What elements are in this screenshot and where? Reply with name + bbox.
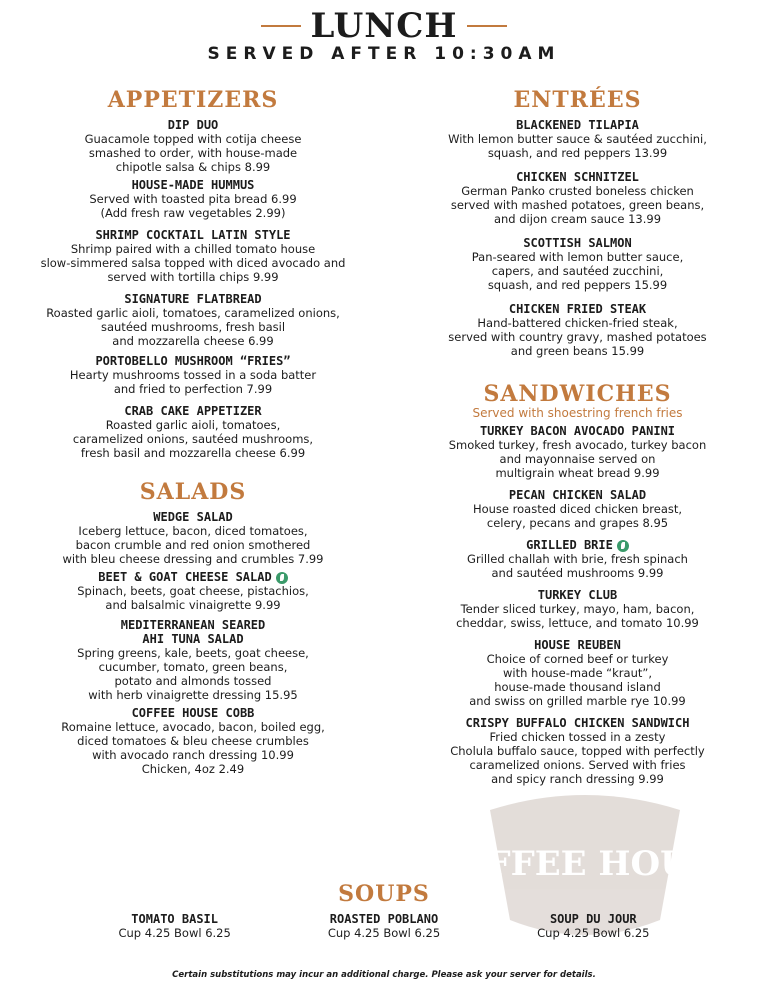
item-description: Spring greens, kale, beets, goat cheese, cucumber, tomato, green beans, potato and almonds tossed with herb vinaigrette dressing 15.95 [77, 646, 309, 702]
item-name: CHICKEN SCHNITZEL [516, 170, 639, 184]
soup-item [304, 912, 464, 940]
item-description: Smoked turkey, fresh avocado, turkey bacon and mayonnaise served on multigrain wheat bread 9.99 [448, 438, 707, 480]
soup-price: Cup 4.25 Bowl 6.25 [537, 926, 650, 940]
sandwiches-title: SANDWICHES [483, 381, 672, 407]
soup-name: TOMATO BASIL [131, 912, 218, 926]
item-name: CRAB CAKE APPETIZER [124, 404, 262, 418]
item-description: Iceberg lettuce, bacon, diced tomatoes, bacon crumble and red onion smothered with bleu cheese dressing and crumbles 7.99 [62, 524, 324, 566]
title-rule-right [467, 25, 507, 27]
item-description: Choice of corned beef or turkey with house-made “kraut”, house-made thousand island and swiss on grilled marble rye 10.99 [469, 652, 686, 708]
item-name: SIGNATURE FLATBREAD [124, 292, 262, 306]
item-description: Pan-seared with lemon butter sauce, capers, and sautéed zucchini, squash, and red peppers 15.99 [471, 250, 684, 292]
item-description: Guacamole topped with cotija cheese smashed to order, with house-made chipotle salsa & chips 8.99 [84, 132, 302, 174]
soup-price: Cup 4.25 Bowl 6.25 [118, 926, 231, 940]
menu-item [400, 638, 755, 708]
menu-item [8, 706, 378, 776]
item-name: WEDGE SALAD [153, 510, 233, 524]
item-description: Grilled challah with brie, fresh spinach and sautéed mushrooms 9.99 [467, 552, 688, 580]
item-name: PORTOBELLO MUSHROOM “FRIES” [95, 354, 291, 368]
menu-item [8, 404, 378, 460]
item-name: PECAN CHICKEN SALAD [508, 488, 647, 502]
item-description: Tender sliced turkey, mayo, ham, bacon, cheddar, swiss, lettuce, and tomato 10.99 [456, 602, 699, 630]
footnote: Certain substitutions may incur an additional charge. Please ask your server for details. [172, 970, 596, 980]
item-name: HOUSE-MADE HUMMUS [131, 178, 255, 192]
item-name: TURKEY BACON AVOCADO PANINI [479, 424, 676, 438]
menu-item [400, 302, 755, 358]
menu-subtitle: SERVED AFTER 10:30AM [207, 44, 561, 64]
item-name: TURKEY CLUB [537, 588, 618, 602]
soup-item [513, 912, 673, 940]
item-name: HOUSE REUBEN [534, 638, 621, 652]
menu-title: LUNCH [310, 6, 458, 46]
item-description: Roasted garlic aioli, tomatoes, caramelized onions, sautéed mushrooms, fresh basil and mozzarella cheese 6.99 [72, 418, 314, 460]
vegetarian-leaf-icon [617, 540, 629, 552]
menu-item [400, 716, 755, 786]
soup-row [0, 912, 768, 940]
menu-item [400, 236, 755, 292]
salads-title: SALADS [139, 479, 247, 505]
item-description: Roasted garlic aioli, tomatoes, caramelized onions, sautéed mushrooms, fresh basil and mozzarella cheese 6.99 [46, 306, 340, 348]
item-name-row [8, 570, 378, 584]
title-rule-left [261, 25, 301, 27]
menu-item [8, 570, 378, 612]
item-name: CRISPY BUFFALO CHICKEN SANDWICH [465, 716, 690, 730]
right-column [400, 86, 755, 786]
menu-header [0, 6, 768, 64]
menu-item [400, 424, 755, 480]
item-description: Served with toasted pita bread 6.99 (Add fresh raw vegetables 2.99) [89, 192, 297, 220]
soup-name: SOUP DU JOUR [549, 912, 637, 926]
entrees-title: ENTRÉES [513, 87, 642, 113]
item-name: SHRIMP COCKTAIL LATIN STYLE [95, 228, 291, 242]
menu-item [400, 488, 755, 530]
soup-price: Cup 4.25 Bowl 6.25 [327, 926, 441, 940]
menu-item [8, 228, 378, 284]
item-description: Shrimp paired with a chilled tomato house slow-simmered salsa topped with diced avocado and served with tortilla chips 9.99 [40, 242, 346, 284]
item-name-row [400, 538, 755, 552]
item-name: DIP DUO [167, 118, 219, 132]
appetizers-title: APPETIZERS [107, 87, 279, 113]
item-name: SCOTTISH SALMON [523, 236, 632, 250]
item-description: Spinach, beets, goat cheese, pistachios, and balsalmic vinaigrette 9.99 [77, 584, 309, 612]
item-name: BEET & GOAT CHEESE SALAD [98, 570, 272, 584]
menu-item [400, 170, 755, 226]
sandwiches-note: Served with shoestring french fries [472, 406, 683, 420]
item-name: MEDITERRANEAN SEARED AHI TUNA SALAD [120, 618, 266, 646]
item-name: COFFEE HOUSE COBB [131, 706, 255, 720]
menu-item [8, 292, 378, 348]
item-description: Hand-battered chicken-fried steak, served with country gravy, mashed potatoes and green beans 15.99 [448, 316, 707, 358]
item-name: BLACKENED TILAPIA [516, 118, 639, 132]
soups-section [0, 880, 768, 940]
menu-item [400, 538, 755, 580]
soup-name: ROASTED POBLANO [329, 912, 439, 926]
menu-item [8, 118, 378, 174]
menu-item [8, 618, 378, 702]
title-row [0, 6, 768, 46]
watermark-text: COFFEE HOUSE [429, 844, 741, 884]
menu-item [8, 354, 378, 396]
item-name: GRILLED BRIE [526, 538, 613, 552]
soups-title: SOUPS [338, 881, 430, 907]
item-description: German Panko crusted boneless chicken served with mashed potatoes, green beans, and dijon cream sauce 13.99 [450, 184, 705, 226]
menu-item [400, 118, 755, 160]
menu-item [8, 510, 378, 566]
item-description: With lemon butter sauce & sautéed zucchini, squash, and red peppers 13.99 [448, 132, 707, 160]
menu-item [8, 178, 378, 220]
item-description: Fried chicken tossed in a zesty Cholula buffalo sauce, topped with perfectly caramelized onions. Served with fries and spicy ranch dressing 9.99 [450, 730, 705, 786]
vegetarian-leaf-icon [276, 572, 288, 584]
menu-item [400, 588, 755, 630]
item-name: CHICKEN FRIED STEAK [508, 302, 647, 316]
soup-item [95, 912, 255, 940]
item-description: Romaine lettuce, avocado, bacon, boiled egg, diced tomatoes & bleu cheese crumbles with avocado ranch dressing 10.99 Chicken, 4oz 2.49 [61, 720, 325, 776]
left-column [8, 86, 378, 776]
item-description: House roasted diced chicken breast, celery, pecans and grapes 8.95 [472, 502, 683, 530]
item-description: Hearty mushrooms tossed in a soda batter and fried to perfection 7.99 [69, 368, 317, 396]
